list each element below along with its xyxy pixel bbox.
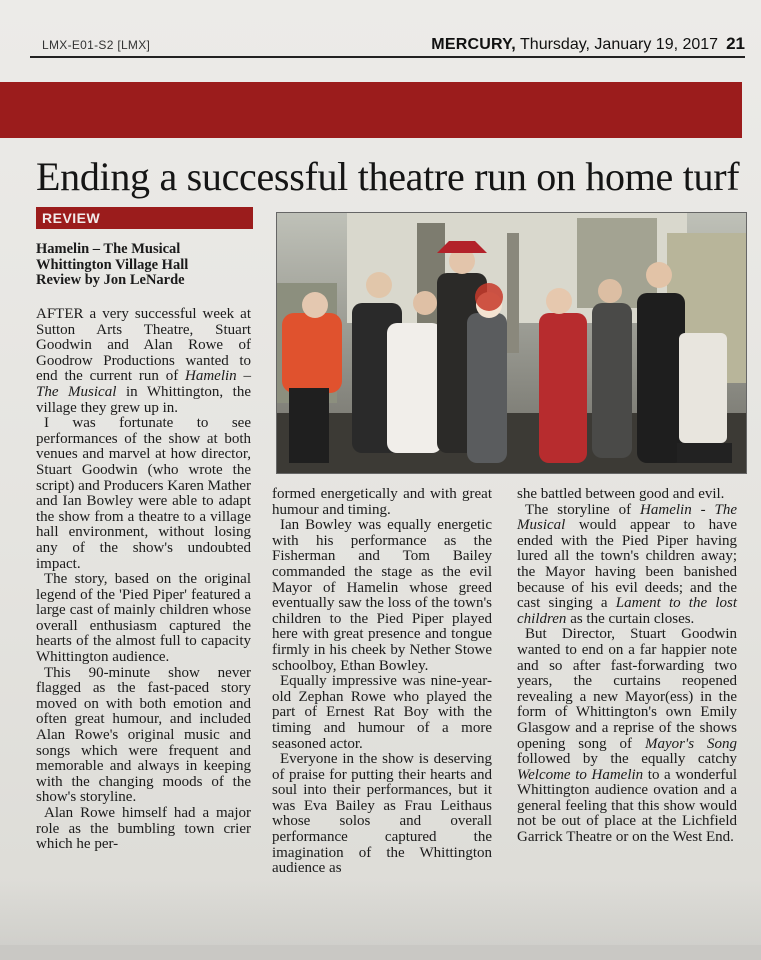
- headline: Ending a successful theatre run on home turf: [36, 154, 740, 199]
- paragraph: Alan Rowe himself had a major role as the bumbling town crier which he per-: [36, 805, 251, 853]
- paragraph: Everyone in the show is deserving of praise for putting their hearts and soul into their performances, but it was Eva Bailey as Frau Leithaus whose solos and overall performance captured the imagination of the Whittington audience as: [272, 751, 492, 877]
- page-header: [30, 34, 745, 58]
- masthead-info: [431, 34, 745, 54]
- song-title: Welcome to Hamelin: [517, 766, 644, 783]
- section-tag: [36, 207, 253, 229]
- paragraph: Ian Bowley was equally energetic with his performance as the Fisherman and Tom Bailey commanded the stage as the evil Mayor of Hamelin whose greed eventually saw the loss of the town's children to the Pied Piper played here with great presence and tongue firmly in his cheek by Nether Stowe schoolboy, Ethan Bowley.: [272, 517, 492, 674]
- paragraph: But Director, Stuart Goodwin wanted to end on a far happier note and so after fast-forwarding two years, the curtains reopened revealing a new Mayor(ess) in the form of Whittington's own Emily Glasgow and a reprise of the shows opening song of Mayor's Song followed by the equally catchy Welcome to Hamelin to a wonderful Whittington audience ovation and a general feeling that this show would not be out of place at the Lichfield Garrick Theatre or on the West End.: [517, 626, 737, 846]
- byline-show: Hamelin – The Musical: [36, 241, 181, 257]
- article-column-3: [517, 487, 737, 846]
- paragraph: Equally impressive was nine-year-old Zephan Rowe who played the part of Ernest Rat Boy with the timing and humour of a more seasoned actor.: [272, 673, 492, 752]
- page-bottom-edge: [0, 945, 761, 960]
- paragraph: AFTER a very successful week at Sutton Arts Theatre, Stuart Goodwin and Alan Rowe of Goodrow Productions wanted to end the current run of Hamelin – The Musical in Whittington, the village they grew up in.: [36, 306, 252, 416]
- song-title: Lament to the lost children: [517, 595, 738, 627]
- article-column-1: [36, 307, 251, 853]
- paper-name: MERCURY,: [431, 36, 516, 53]
- byline-venue: Whittington Village Hall: [36, 256, 189, 273]
- page-number: 21: [726, 34, 745, 53]
- paragraph: The story, based on the original legend of the 'Pied Piper' featured a large cast of mainly children whose overall enthusiasm captured the hearts of the almost full to capacity Whittington audience.: [36, 571, 251, 666]
- show-title: Hamelin – The Musical: [36, 368, 251, 400]
- section-tag-label: REVIEW: [42, 210, 101, 226]
- paragraph: formed energetically and with great humour and timing.: [272, 486, 492, 518]
- paragraph: I was fortunate to see performances of the show at both venues and marvel at how director, Stuart Goodwin (who wrote the script) and Producers Karen Mather and Ian Bowley were able to adapt the show from a theatre to a village hall environment, without losing any of the show's undoubted impact.: [36, 415, 251, 572]
- issue-date: Thursday, January 19, 2017: [515, 36, 719, 53]
- stage-photo-image: [277, 213, 746, 473]
- article-column-2: [272, 487, 492, 877]
- song-title: Mayor's Song: [645, 735, 737, 752]
- edition-code: LMX-E01-S2 [LMX]: [42, 38, 151, 52]
- paragraph: The storyline of Hamelin - The Musical would appear to have ended with the Pied Piper having lured all the town's children away; the Mayor having been banished because of his evil deeds; and the cast singing a Lament to the lost children as the curtain closes.: [517, 501, 738, 627]
- red-banner: [0, 82, 742, 138]
- paragraph: she battled between good and evil.: [517, 486, 725, 502]
- byline-author: Review by Jon LeNarde: [36, 272, 185, 288]
- paragraph: This 90-minute show never flagged as the fast-paced story moved on with both emotion and often great humour, and included Alan Rowe's original music and songs which were frequent and memorable and always in keeping with the changing moods of the show's storyline.: [36, 664, 251, 806]
- stage-photo: [276, 212, 747, 474]
- show-title: Hamelin - The Musical: [517, 501, 737, 534]
- byline: [36, 242, 258, 289]
